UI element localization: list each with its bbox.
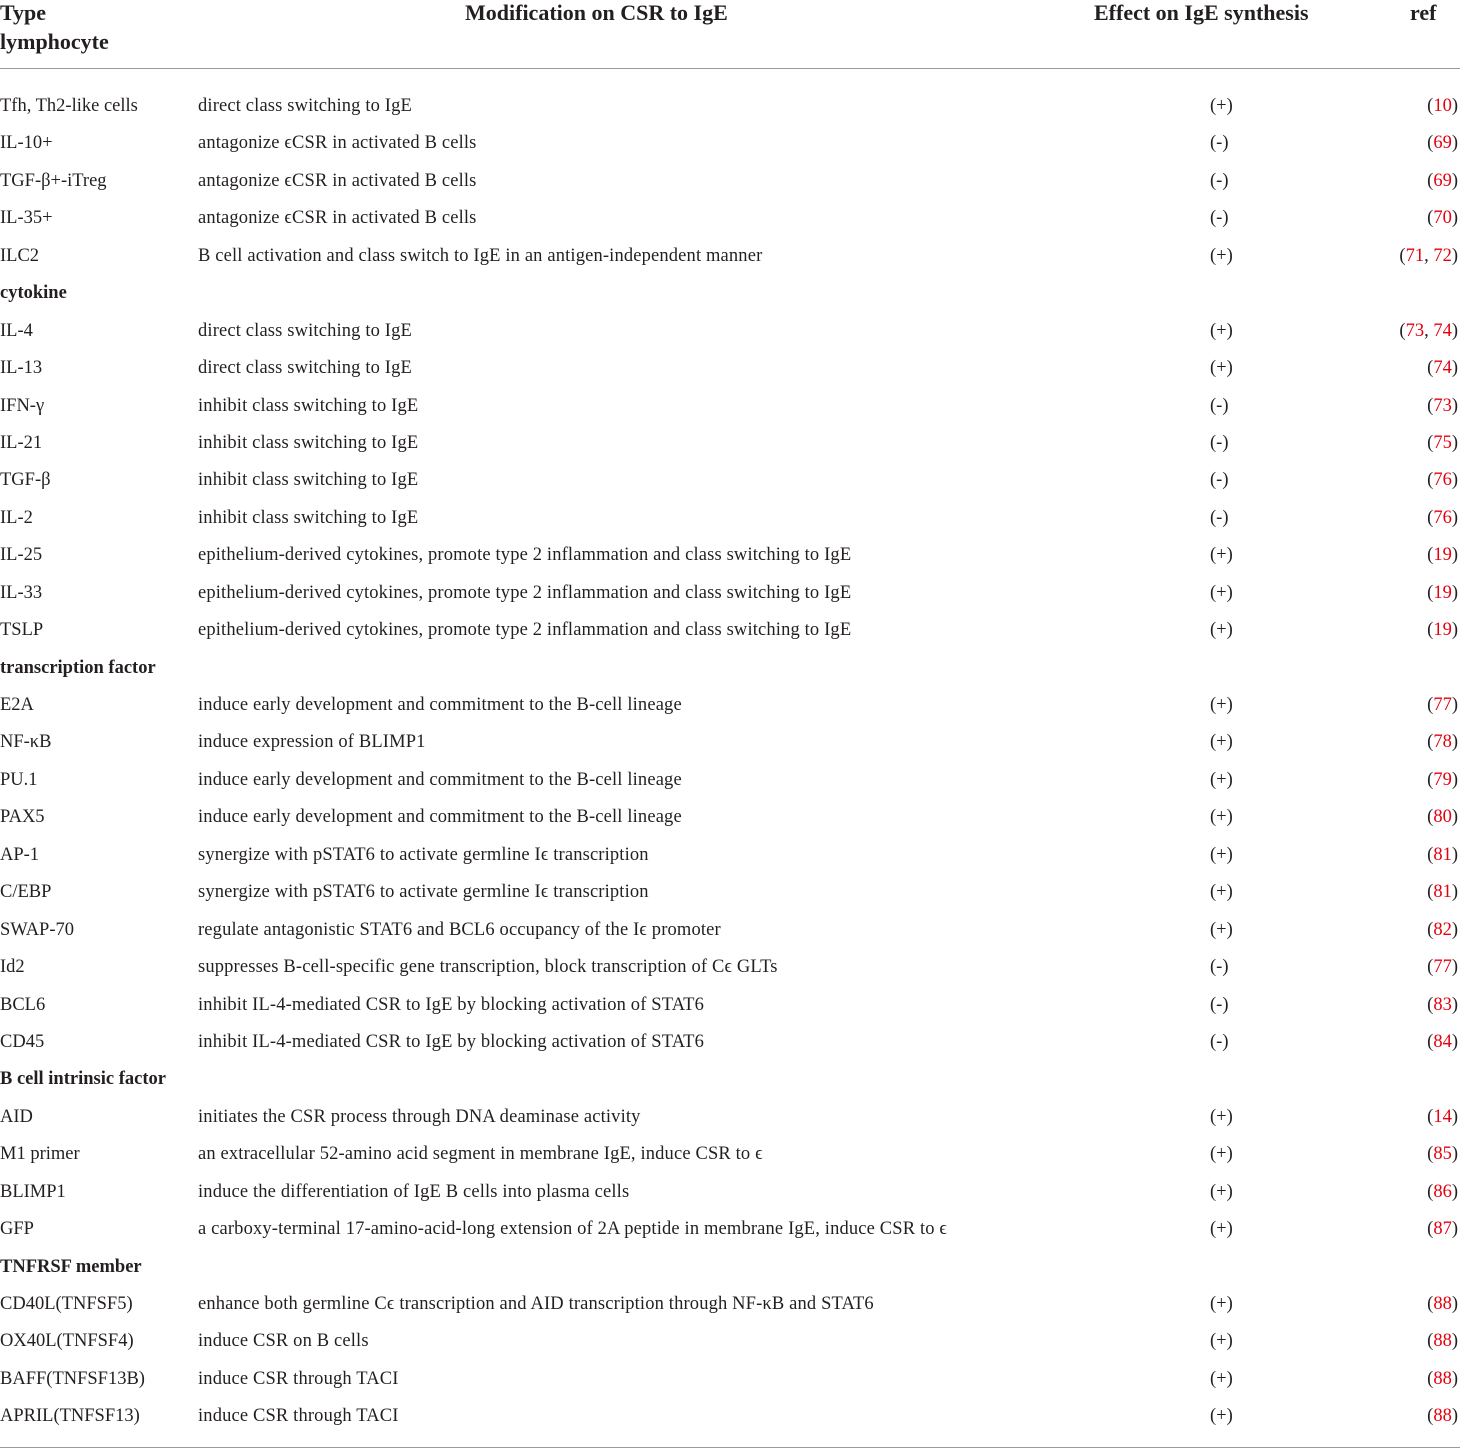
section-title: TNFRSF member — [0, 1256, 142, 1277]
ref-paren-close: ) — [1451, 1294, 1458, 1314]
table-row — [0, 575, 1460, 612]
ref-paren-close: ) — [1451, 695, 1458, 715]
table-row — [0, 612, 1460, 649]
cell-effect: (+) — [1210, 1106, 1233, 1127]
cell-ref — [1427, 612, 1458, 649]
ref-paren-open: ( — [1427, 133, 1434, 154]
table-row — [0, 1211, 1460, 1248]
cell-effect: (+) — [1210, 882, 1233, 903]
table-row — [0, 500, 1460, 537]
ref-link[interactable]: 19 — [1433, 582, 1452, 603]
ref-paren-close: ) — [1451, 769, 1458, 790]
ref-paren-open: ( — [1427, 994, 1434, 1015]
cell-type: C/EBP — [0, 882, 52, 903]
cell-modification: a carboxy-terminal 17-amino-acid-long extension of 2A peptide in membrane IgE, induce CSR to ϵ — [198, 1219, 948, 1240]
cell-type: BAFF(TNFSF13B) — [0, 1368, 145, 1389]
cell-effect: (-) — [1210, 208, 1229, 229]
cell-ref — [1427, 762, 1458, 799]
cell-type: E2A — [0, 695, 34, 715]
table-row — [0, 462, 1460, 499]
cell-ref — [1427, 1024, 1458, 1061]
ref-link[interactable]: 19 — [1433, 545, 1452, 566]
ref-link[interactable]: 84 — [1433, 1031, 1452, 1052]
ref-link[interactable]: 87 — [1433, 1219, 1452, 1240]
cell-ref — [1427, 1398, 1458, 1435]
cell-effect: (+) — [1210, 1219, 1233, 1240]
cell-effect: (+) — [1210, 1294, 1233, 1314]
ref-paren-close: ) — [1451, 432, 1458, 453]
cell-type: BLIMP1 — [0, 1181, 66, 1202]
cell-effect: (+) — [1210, 96, 1233, 116]
table-row — [0, 799, 1460, 836]
cell-effect: (+) — [1210, 807, 1233, 828]
header-type-lymphocyte — [0, 0, 109, 56]
ref-paren-open: ( — [1427, 844, 1434, 865]
table-row — [0, 163, 1460, 200]
cell-ref — [1427, 949, 1458, 986]
ref-paren-close: ) — [1451, 732, 1458, 753]
ref-paren-open: ( — [1427, 358, 1434, 379]
cell-modification: epithelium-derived cytokines, promote type 2 inflammation and class switching to IgE — [198, 620, 852, 641]
cell-modification: induce early development and commitment to the B-cell lineage — [198, 695, 682, 715]
ref-paren-close: ) — [1451, 395, 1458, 416]
ref-link[interactable]: 10 — [1433, 96, 1452, 116]
cell-type: IL-13 — [0, 358, 43, 379]
table-row — [0, 1286, 1460, 1323]
cell-ref — [1427, 88, 1458, 125]
cell-type: PAX5 — [0, 807, 45, 828]
ref-link[interactable]: 88 — [1433, 1368, 1452, 1389]
cell-ref — [1427, 1361, 1458, 1398]
ref-link[interactable]: 74 — [1433, 320, 1452, 341]
cell-type: IL-33 — [0, 582, 43, 603]
cell-modification: suppresses B-cell-specific gene transcription, block transcription of Cϵ GLTs — [198, 957, 778, 978]
cell-modification: induce CSR through TACI — [198, 1406, 399, 1427]
table-row — [0, 874, 1460, 911]
cell-type: IL-35+ — [0, 208, 53, 229]
cell-type: TGF-β+-iTreg — [0, 170, 107, 191]
cell-type: Id2 — [0, 957, 25, 978]
ref-link[interactable]: 86 — [1433, 1181, 1452, 1202]
ref-link[interactable]: 81 — [1433, 844, 1452, 865]
ref-link[interactable]: 70 — [1433, 208, 1452, 229]
table-row — [0, 687, 1460, 724]
cell-type: IL-4 — [0, 320, 33, 341]
cell-ref — [1427, 799, 1458, 836]
section-title: transcription factor — [0, 657, 156, 678]
cell-ref — [1427, 874, 1458, 911]
section-header-row — [0, 1061, 1460, 1098]
ref-paren-open: ( — [1427, 1106, 1434, 1127]
ref-separator: , — [1424, 320, 1434, 341]
ref-link[interactable]: 83 — [1433, 994, 1452, 1015]
ref-paren-open: ( — [1427, 1181, 1434, 1202]
cell-modification: induce CSR on B cells — [198, 1331, 369, 1352]
table-row — [0, 912, 1460, 949]
table-row — [0, 88, 1460, 125]
cell-modification: induce early development and commitment to the B-cell lineage — [198, 807, 682, 828]
section-title: B cell intrinsic factor — [0, 1069, 166, 1090]
cell-type: IL-25 — [0, 545, 43, 566]
table-header — [0, 0, 1460, 69]
ref-link[interactable]: 80 — [1433, 807, 1452, 828]
table-row — [0, 949, 1460, 986]
cell-ref — [1399, 313, 1458, 350]
table-row — [0, 313, 1460, 350]
cell-modification: enhance both germline Cϵ transcription and AID transcription through NF-κB and STAT6 — [198, 1294, 874, 1314]
table-row — [0, 200, 1460, 237]
cell-type: SWAP-70 — [0, 919, 75, 940]
cell-ref — [1427, 200, 1458, 237]
cell-effect: (+) — [1210, 320, 1233, 341]
ref-paren-open: ( — [1427, 957, 1434, 978]
cell-type: TSLP — [0, 620, 44, 641]
cell-ref — [1427, 724, 1458, 761]
cell-modification: antagonize ϵCSR in activated B cells — [198, 133, 477, 154]
table-row — [0, 762, 1460, 799]
ref-paren-close: ) — [1451, 1031, 1458, 1052]
cell-ref — [1427, 125, 1458, 162]
cell-modification: inhibit IL-4-mediated CSR to IgE by blocking activation of STAT6 — [198, 1031, 705, 1052]
cell-effect: (+) — [1210, 1144, 1233, 1165]
ref-paren-open: ( — [1427, 1219, 1434, 1240]
cell-ref — [1427, 163, 1458, 200]
ref-link[interactable]: 75 — [1433, 432, 1452, 453]
table-row — [0, 1024, 1460, 1061]
cell-modification: induce CSR through TACI — [198, 1368, 399, 1389]
cell-modification: direct class switching to IgE — [198, 358, 412, 379]
ref-paren-close: ) — [1451, 1106, 1458, 1127]
cell-ref — [1427, 687, 1458, 724]
ref-link[interactable]: 74 — [1433, 358, 1452, 379]
ref-paren-close: ) — [1451, 358, 1458, 379]
ref-link[interactable]: 79 — [1433, 769, 1452, 790]
ref-paren-close: ) — [1451, 1406, 1458, 1427]
table-row — [0, 537, 1460, 574]
header-ref: ref — [1410, 0, 1437, 25]
table-row — [0, 125, 1460, 162]
cell-modification: synergize with pSTAT6 to activate germline Iϵ transcription — [198, 844, 649, 865]
table-body — [0, 88, 1460, 1436]
table-row — [0, 388, 1460, 425]
ref-link[interactable]: 73 — [1405, 320, 1425, 341]
table-row — [0, 238, 1460, 275]
cell-ref — [1427, 1211, 1458, 1248]
ref-link[interactable]: 85 — [1433, 1144, 1452, 1165]
cell-ref — [1427, 1136, 1458, 1173]
cell-ref — [1399, 238, 1458, 275]
ref-paren-close: ) — [1451, 582, 1458, 603]
cell-modification: initiates the CSR process through DNA deaminase activity — [198, 1106, 641, 1127]
ref-paren-open: ( — [1427, 1294, 1434, 1314]
table-row — [0, 1099, 1460, 1136]
ref-paren-close: ) — [1451, 545, 1458, 566]
ref-link[interactable]: 71 — [1405, 245, 1425, 266]
cell-modification: direct class switching to IgE — [198, 320, 412, 341]
ref-paren-open: ( — [1399, 245, 1406, 266]
table-row — [0, 987, 1460, 1024]
ref-paren-open: ( — [1427, 507, 1434, 528]
header-type-line2: lymphocyte — [0, 29, 109, 54]
ref-link[interactable]: 78 — [1433, 732, 1452, 753]
table-row — [0, 1136, 1460, 1173]
cell-modification: inhibit class switching to IgE — [198, 395, 419, 416]
cell-ref — [1427, 1286, 1458, 1323]
ref-paren-open: ( — [1399, 320, 1406, 341]
ref-paren-open: ( — [1427, 432, 1434, 453]
cell-effect: (+) — [1210, 769, 1233, 790]
ref-paren-close: ) — [1451, 919, 1458, 940]
ref-link[interactable]: 76 — [1433, 507, 1452, 528]
cell-type: Tfh, Th2-like cells — [0, 96, 138, 116]
ref-paren-open: ( — [1427, 769, 1434, 790]
cell-ref — [1427, 987, 1458, 1024]
ref-paren-open: ( — [1427, 1031, 1434, 1052]
cell-type: AP-1 — [0, 844, 40, 865]
cell-modification: inhibit class switching to IgE — [198, 507, 419, 528]
ref-paren-close: ) — [1451, 807, 1458, 828]
section-header-row — [0, 650, 1460, 687]
cell-ref — [1427, 388, 1458, 425]
ref-link[interactable]: 72 — [1433, 245, 1452, 266]
cell-effect: (-) — [1210, 170, 1229, 191]
cell-modification: induce expression of BLIMP1 — [198, 732, 426, 753]
ref-paren-close: ) — [1451, 170, 1458, 191]
ref-paren-open: ( — [1427, 96, 1434, 116]
ref-paren-close: ) — [1451, 96, 1458, 116]
ref-link[interactable]: 88 — [1433, 1406, 1452, 1427]
header-modification: Modification on CSR to IgE — [465, 0, 728, 25]
ref-link[interactable]: 14 — [1433, 1106, 1452, 1127]
cell-modification: direct class switching to IgE — [198, 96, 412, 116]
ref-paren-open: ( — [1427, 545, 1434, 566]
cell-type: IL-2 — [0, 507, 33, 528]
section-title: cytokine — [0, 283, 67, 304]
cell-type: AID — [0, 1106, 33, 1127]
cell-effect: (+) — [1210, 732, 1233, 753]
ref-paren-close: ) — [1451, 957, 1458, 978]
table-row — [0, 350, 1460, 387]
ref-link[interactable]: 88 — [1433, 1331, 1452, 1352]
ref-separator: , — [1424, 245, 1434, 266]
table-row — [0, 724, 1460, 761]
cell-type: OX40L(TNFSF4) — [0, 1331, 134, 1352]
cell-effect: (+) — [1210, 1331, 1233, 1352]
cell-ref — [1427, 350, 1458, 387]
cell-modification: synergize with pSTAT6 to activate germline Iϵ transcription — [198, 882, 649, 903]
table-row — [0, 1398, 1460, 1435]
ref-paren-open: ( — [1427, 695, 1434, 715]
cell-ref — [1427, 1099, 1458, 1136]
ref-link[interactable]: 77 — [1433, 957, 1452, 978]
ref-paren-close: ) — [1451, 1181, 1458, 1202]
header-effect: Effect on IgE synthesis — [1094, 0, 1309, 25]
cell-ref — [1427, 462, 1458, 499]
ref-paren-close: ) — [1451, 1331, 1458, 1352]
ref-paren-open: ( — [1427, 1406, 1434, 1427]
cell-effect: (-) — [1210, 994, 1229, 1015]
cell-effect: (+) — [1210, 582, 1233, 603]
cell-effect: (+) — [1210, 844, 1233, 865]
ref-paren-close: ) — [1451, 1219, 1458, 1240]
cell-ref — [1427, 837, 1458, 874]
table-row — [0, 837, 1460, 874]
cell-modification: antagonize ϵCSR in activated B cells — [198, 170, 477, 191]
ref-link[interactable]: 82 — [1433, 919, 1452, 940]
cell-effect: (-) — [1210, 957, 1229, 978]
cell-modification: B cell activation and class switch to IgE in an antigen-independent manner — [198, 245, 763, 266]
ref-paren-open: ( — [1427, 208, 1434, 229]
ref-paren-close: ) — [1451, 208, 1458, 229]
cell-type: TGF-β — [0, 470, 51, 491]
cell-ref — [1427, 537, 1458, 574]
table-bottom-rule — [0, 1447, 1460, 1448]
cell-modification: antagonize ϵCSR in activated B cells — [198, 208, 477, 229]
cell-effect: (-) — [1210, 395, 1229, 416]
cell-type: PU.1 — [0, 769, 38, 790]
table-row — [0, 1361, 1460, 1398]
ref-paren-close: ) — [1451, 470, 1458, 491]
cell-effect: (+) — [1210, 919, 1233, 940]
cell-effect: (+) — [1210, 545, 1233, 566]
ref-paren-open: ( — [1427, 807, 1434, 828]
ref-paren-open: ( — [1427, 582, 1434, 603]
table-row — [0, 1174, 1460, 1211]
cell-effect: (+) — [1210, 358, 1233, 379]
cell-type: IL-10+ — [0, 133, 53, 154]
cell-modification: epithelium-derived cytokines, promote type 2 inflammation and class switching to IgE — [198, 545, 852, 566]
ref-paren-close: ) — [1451, 620, 1458, 641]
cell-modification: induce early development and commitment to the B-cell lineage — [198, 769, 682, 790]
ref-paren-close: ) — [1451, 320, 1458, 341]
cell-effect: (+) — [1210, 1368, 1233, 1389]
cell-type: IFN-γ — [0, 395, 45, 416]
cell-ref — [1427, 425, 1458, 462]
cell-effect: (-) — [1210, 1031, 1229, 1052]
cell-modification: inhibit IL-4-mediated CSR to IgE by blocking activation of STAT6 — [198, 994, 705, 1015]
cell-modification: induce the differentiation of IgE B cells into plasma cells — [198, 1181, 630, 1202]
cell-ref — [1427, 500, 1458, 537]
ref-link[interactable]: 19 — [1433, 620, 1452, 641]
ref-link[interactable]: 77 — [1433, 695, 1452, 715]
table-row — [0, 425, 1460, 462]
cell-effect: (-) — [1210, 507, 1229, 528]
cell-effect: (-) — [1210, 133, 1229, 154]
section-header-row — [0, 275, 1460, 312]
ref-paren-close: ) — [1451, 1368, 1458, 1389]
ref-paren-close: ) — [1451, 1144, 1458, 1165]
cell-type: APRIL(TNFSF13) — [0, 1406, 140, 1427]
cell-modification: regulate antagonistic STAT6 and BCL6 occupancy of the Iϵ promoter — [198, 919, 721, 940]
cell-type: M1 primer — [0, 1144, 80, 1165]
cell-modification: an extracellular 52-amino acid segment in membrane IgE, induce CSR to ϵ — [198, 1144, 763, 1165]
ref-paren-close: ) — [1451, 507, 1458, 528]
ref-paren-open: ( — [1427, 395, 1434, 416]
cell-effect: (-) — [1210, 432, 1229, 453]
cell-type: CD45 — [0, 1031, 45, 1052]
cell-effect: (+) — [1210, 1406, 1233, 1427]
cell-modification: inhibit class switching to IgE — [198, 432, 419, 453]
cell-modification: inhibit class switching to IgE — [198, 470, 419, 491]
header-type-line1: Type — [0, 0, 47, 25]
ref-link[interactable]: 69 — [1433, 133, 1452, 154]
ref-link[interactable]: 73 — [1433, 395, 1452, 416]
cell-type: BCL6 — [0, 994, 46, 1015]
ref-paren-open: ( — [1427, 620, 1434, 641]
cell-effect: (+) — [1210, 695, 1233, 715]
cell-effect: (-) — [1210, 470, 1229, 491]
section-header-row — [0, 1249, 1460, 1286]
ref-paren-open: ( — [1427, 882, 1434, 903]
ref-link[interactable]: 81 — [1433, 882, 1452, 903]
ref-link[interactable]: 69 — [1433, 170, 1452, 191]
ref-paren-close: ) — [1451, 844, 1458, 865]
ref-paren-open: ( — [1427, 170, 1434, 191]
cell-type: NF-κB — [0, 732, 52, 753]
ref-paren-open: ( — [1427, 470, 1434, 491]
ref-paren-close: ) — [1451, 245, 1458, 266]
ref-link[interactable]: 88 — [1433, 1294, 1452, 1314]
cell-effect: (+) — [1210, 620, 1233, 641]
ref-paren-close: ) — [1451, 882, 1458, 903]
cell-effect: (+) — [1210, 1181, 1233, 1202]
cell-type: IL-21 — [0, 432, 43, 453]
ref-paren-close: ) — [1451, 133, 1458, 154]
cell-ref — [1427, 1174, 1458, 1211]
cell-ref — [1427, 1323, 1458, 1360]
cell-ref — [1427, 912, 1458, 949]
cell-type: CD40L(TNFSF5) — [0, 1294, 133, 1314]
table-row — [0, 1323, 1460, 1360]
ref-paren-open: ( — [1427, 732, 1434, 753]
ref-paren-close: ) — [1451, 994, 1458, 1015]
cell-ref — [1427, 575, 1458, 612]
cell-modification: epithelium-derived cytokines, promote type 2 inflammation and class switching to IgE — [198, 582, 852, 603]
cell-type: ILC2 — [0, 245, 40, 266]
ref-link[interactable]: 76 — [1433, 470, 1452, 491]
ref-paren-open: ( — [1427, 1144, 1434, 1165]
ref-paren-open: ( — [1427, 919, 1434, 940]
ref-paren-open: ( — [1427, 1331, 1434, 1352]
ref-paren-open: ( — [1427, 1368, 1434, 1389]
cell-type: GFP — [0, 1219, 34, 1240]
cell-effect: (+) — [1210, 245, 1233, 266]
